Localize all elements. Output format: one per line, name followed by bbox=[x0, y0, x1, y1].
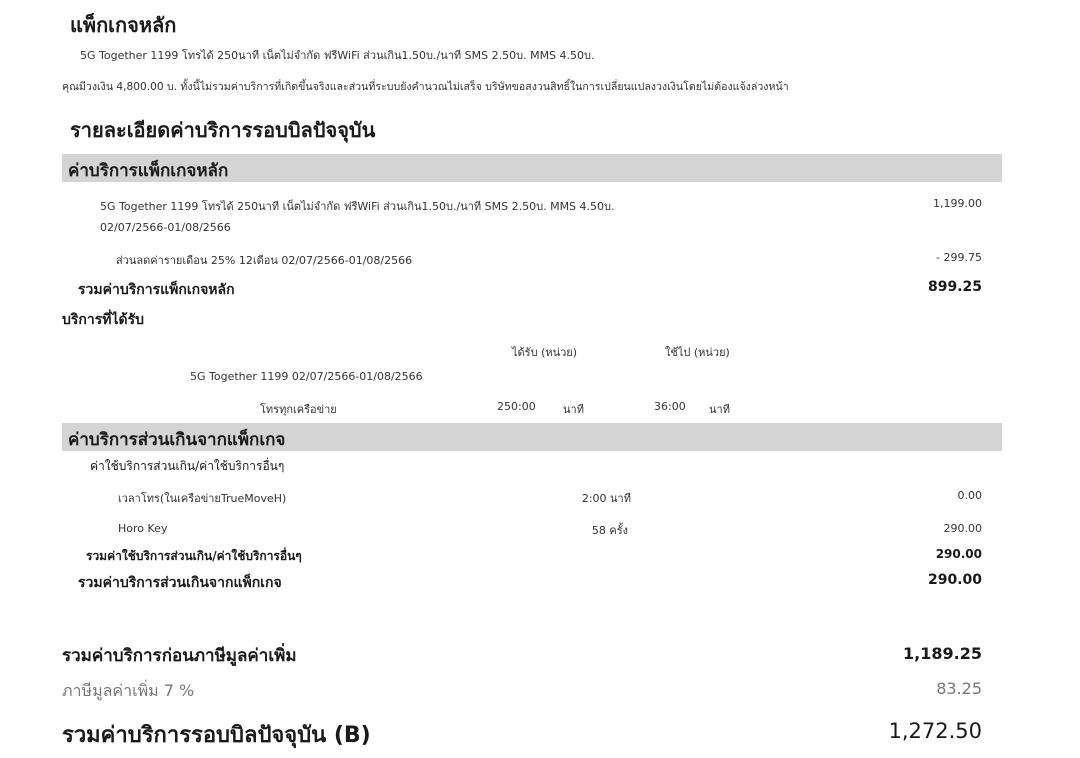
main-package-item-description: 5G Together 1199 โทรได้ 250นาที เน็ตไม่จำกัด ฟรีWiFi ส่วนเกิน1.50บ./นาที SMS 2.50บ. MMS 4.50บ. bbox=[100, 200, 615, 213]
overage-item-amount: 0.00 bbox=[957, 489, 982, 502]
overage-total-amount: 290.00 bbox=[927, 572, 982, 588]
credit-limit-note: คุณมีวงเงิน 4,800.00 บ. ทั้งนี้ไม่รวมค่าบริการที่เกิดขึ้นจริงและส่วนที่ระบบยังคำนวณไม่เสร็จ บริษัทขอสงวนสิทธิ์ในการเปลี่ยนแปลงวงเงินโดยไม่ต้องแจ้งล่วงหน้า bbox=[62, 81, 789, 93]
main-package-section-header bbox=[62, 154, 1002, 182]
pre-vat-total-label: รวมค่าบริการก่อนภาษีมูลค่าเพิ่ม bbox=[62, 646, 297, 666]
package-title: แพ็กเกจหลัก bbox=[70, 13, 177, 37]
services-received-label: บริการที่ได้รับ bbox=[62, 312, 145, 328]
received-value: 250:00 bbox=[497, 400, 536, 413]
discount-amount: - 299.75 bbox=[936, 251, 982, 264]
overage-sub-header: ค่าใช้บริการส่วนเกิน/ค่าใช้บริการอื่นๆ bbox=[90, 459, 285, 473]
grand-total-amount: 1,272.50 bbox=[888, 719, 982, 743]
overage-section-header bbox=[62, 423, 1002, 451]
overage-item-label: Horo Key bbox=[118, 522, 168, 535]
main-package-header-label: ค่าบริการแพ็กเกจหลัก bbox=[68, 161, 229, 181]
grand-total-label: รวมค่าบริการรอบบิลปัจจุบัน (B) bbox=[62, 723, 371, 748]
services-package-line: 5G Together 1199 02/07/2566-01/08/2566 bbox=[190, 370, 423, 383]
received-column-header: ได้รับ (หน่วย) bbox=[512, 346, 578, 359]
used-column-header: ใช้ไป (หน่วย) bbox=[665, 346, 730, 359]
pre-vat-total-amount: 1,189.25 bbox=[903, 644, 982, 663]
discount-description: ส่วนลดค่ารายเดือน 25% 12เดือน 02/07/2566-01/08/2566 bbox=[116, 254, 413, 267]
overage-header-label: ค่าบริการส่วนเกินจากแพ็กเกจ bbox=[68, 430, 286, 450]
services-row-label: โทรทุกเครือข่าย bbox=[260, 403, 337, 416]
vat-amount: 83.25 bbox=[936, 679, 982, 698]
overage-item-quantity: 2:00 นาที bbox=[581, 492, 631, 505]
main-package-item-amount: 1,199.00 bbox=[933, 197, 982, 210]
main-package-total-amount: 899.25 bbox=[927, 279, 982, 295]
overage-item-amount: 290.00 bbox=[943, 522, 982, 535]
details-title: รายละเอียดค่าบริการรอบบิลปัจจุบัน bbox=[70, 118, 376, 142]
overage-subtotal-label: รวมค่าใช้บริการส่วนเกิน/ค่าใช้บริการอื่นๆ bbox=[86, 549, 302, 563]
used-value: 36:00 bbox=[654, 400, 686, 413]
overage-item-quantity: 58 ครั้ง bbox=[591, 524, 628, 537]
package-description: 5G Together 1199 โทรได้ 250นาที เน็ตไม่จำกัด ฟรีWiFi ส่วนเกิน1.50บ./นาที SMS 2.50บ. MMS 4.50บ. bbox=[80, 49, 595, 62]
main-package-total-label: รวมค่าบริการแพ็กเกจหลัก bbox=[78, 282, 235, 298]
overage-item-label: เวลาโทร(ในเครือข่ายTrueMoveH) bbox=[118, 492, 287, 505]
vat-label: ภาษีมูลค่าเพิ่ม 7 % bbox=[62, 681, 195, 700]
received-unit: นาที bbox=[563, 403, 584, 416]
overage-subtotal-amount: 290.00 bbox=[935, 547, 982, 561]
used-unit: นาที bbox=[709, 403, 730, 416]
main-package-item-period: 02/07/2566-01/08/2566 bbox=[100, 221, 231, 234]
overage-total-label: รวมค่าบริการส่วนเกินจากแพ็กเกจ bbox=[78, 575, 282, 591]
